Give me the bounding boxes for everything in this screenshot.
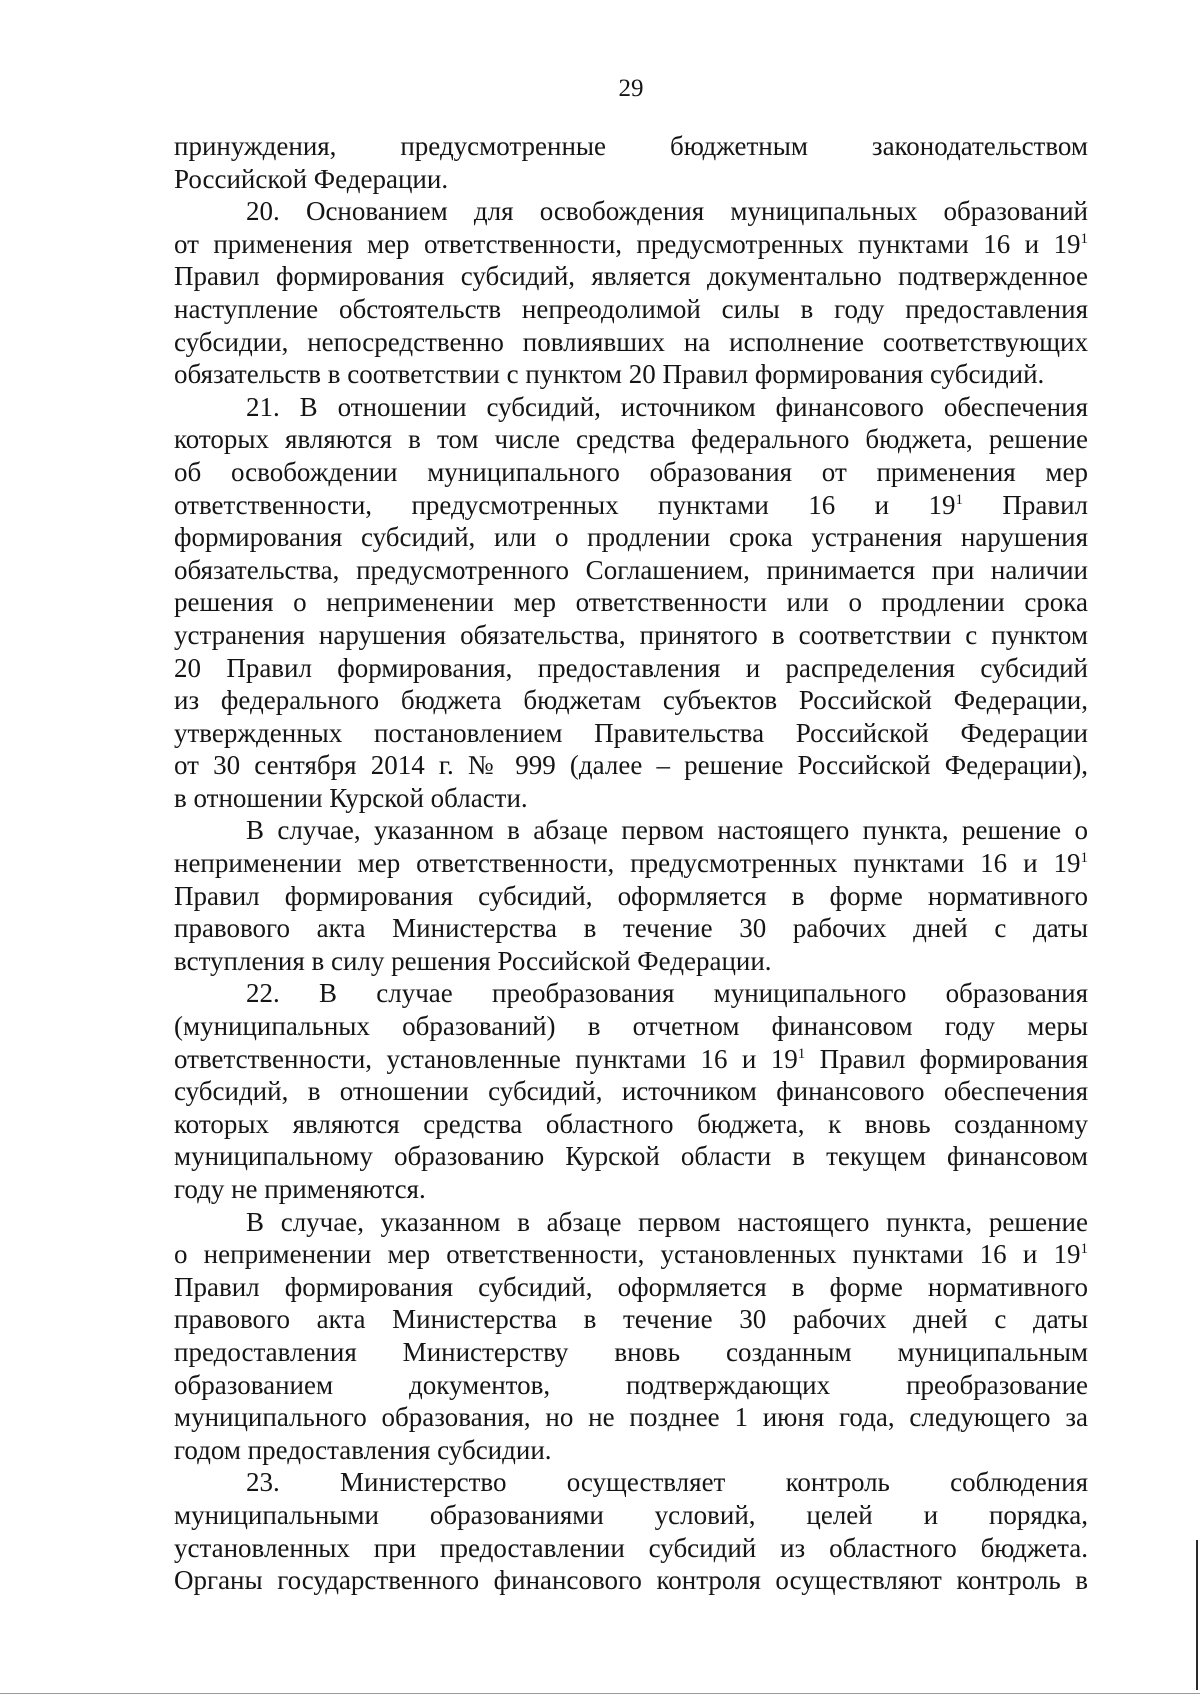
text-line: 20. Основанием для освобождения муниципальных образований <box>246 196 1088 227</box>
text-line: утвержденных постановлением Правительства Российской Федерации <box>174 717 1088 748</box>
text-line: Правил формирования субсидий, оформляется в форме нормативного <box>174 1271 1088 1302</box>
text-line: Органы государственного финансового контроля осуществляют контроль в <box>174 1565 1088 1596</box>
text-line: Правил формирования субсидий, оформляется в форме нормативного <box>174 880 1088 911</box>
text-line: 21. В отношении субсидий, источником финансового обеспечения <box>246 391 1088 422</box>
scan-bottom-edge <box>0 1693 1200 1694</box>
text-line: формирования субсидий, или о продлении срока устранения нарушения <box>174 522 1088 553</box>
text-line: вступления в силу решения Российской Федерации. <box>174 945 772 976</box>
text-line: ответственности, установленные пунктами 16 и $19^1$ Правил формирования <box>174 1043 1088 1074</box>
text-line: образованием документов, подтверждающих преобразование <box>174 1369 1088 1400</box>
text-line: годом предоставления субсидии. <box>174 1434 552 1465</box>
text-line: обязательства, предусмотренного Соглашением, принимается при наличии <box>174 554 1088 585</box>
scan-edge-mark <box>1196 1540 1198 1690</box>
text-line: муниципальному образованию Курской области в текущем финансовом <box>174 1141 1088 1172</box>
text-line: из федерального бюджета бюджетам субъектов Российской Федерации, <box>174 685 1088 716</box>
text-line: 23. Министерство осуществляет контроль соблюдения <box>246 1467 1088 1498</box>
text-line: от применения мер ответственности, предусмотренных пунктами 16 и $19^1$ <box>174 228 1088 259</box>
text-line: муниципальными образованиями условий, целей и порядка, <box>174 1499 1088 1530</box>
text-line: предоставления Министерству вновь созданным муниципальным <box>174 1336 1088 1367</box>
document-body <box>174 130 1088 1597</box>
text-line: ответственности, предусмотренных пунктами 16 и $19^1$ Правил <box>174 489 1088 520</box>
text-line: устранения нарушения обязательства, принятого в соответствии с пунктом <box>174 619 1088 650</box>
text-line: обязательств в соответствии с пунктом 20 Правил формирования субсидий. <box>174 359 1045 390</box>
text-line: муниципального образования, но не позднее 1 июня года, следующего за <box>174 1402 1088 1433</box>
text-line: году не применяются. <box>174 1174 426 1204</box>
text-line: (муниципальных образований) в отчетном финансовом году меры <box>174 1011 1088 1042</box>
text-line: В случае, указанном в абзаце первом настоящего пункта, решение о <box>246 815 1088 846</box>
text-line: установленных при предоставлении субсидий из областного бюджета. <box>174 1532 1088 1563</box>
text-line: В случае, указанном в абзаце первом настоящего пункта, решение <box>246 1206 1088 1237</box>
text-line: об освобождении муниципального образования от применения мер <box>174 456 1088 487</box>
text-line: которых являются средства областного бюджета, к вновь созданному <box>174 1108 1088 1139</box>
text-line: Российской Федерации. <box>174 163 449 194</box>
text-line: 20 Правил формирования, предоставления и распределения субсидий <box>174 652 1088 683</box>
text-line: 22. В случае преобразования муниципального образования <box>246 978 1088 1009</box>
text-line: правового акта Министерства в течение 30 рабочих дней с даты <box>174 1304 1088 1335</box>
text-line: о неприменении мер ответственности, установленных пунктами 16 и $19^1$ <box>174 1239 1088 1270</box>
text-line: от 30 сентября 2014 г. № 999 (далее – решение Российской Федерации), <box>174 750 1088 781</box>
text-line: субсидий, в отношении субсидий, источником финансового обеспечения <box>174 1076 1088 1107</box>
text-line: субсидии, непосредственно повлиявших на исполнение соответствующих <box>174 326 1088 357</box>
text-line: решения о неприменении мер ответственности или о продлении срока <box>174 587 1088 618</box>
text-line: правового акта Министерства в течение 30 рабочих дней с даты <box>174 913 1088 944</box>
text-line: в отношении Курской области. <box>174 782 528 813</box>
text-line: наступление обстоятельств непреодолимой силы в году предоставления <box>174 293 1088 324</box>
text-line: неприменении мер ответственности, предусмотренных пунктами 16 и $19^1$ <box>174 848 1088 879</box>
text-line: принуждения, предусмотренные бюджетным законодательством <box>174 131 1088 161</box>
text-line: Правил формирования субсидий, является документально подтвержденное <box>174 261 1088 292</box>
page-number: 29 <box>618 75 644 102</box>
text-line: которых являются в том числе средства федерального бюджета, решение <box>174 424 1088 455</box>
